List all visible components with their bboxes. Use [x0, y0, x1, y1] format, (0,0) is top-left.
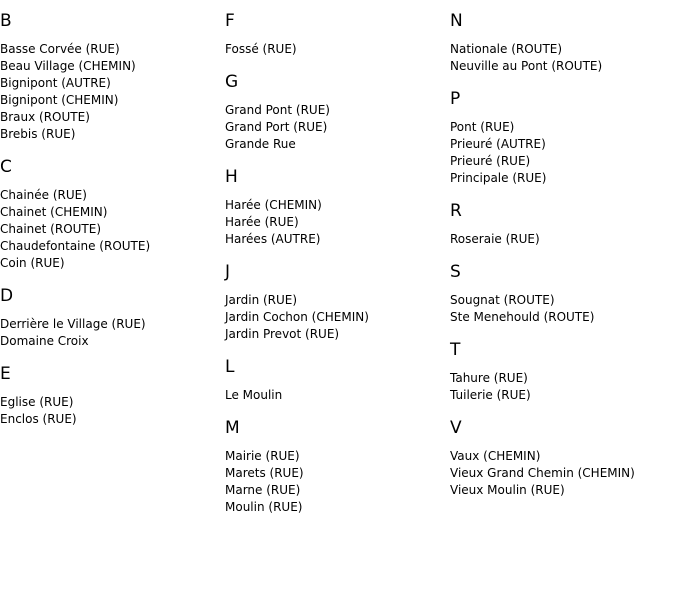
street-list [225, 387, 445, 404]
letter-group [0, 285, 220, 350]
letter-heading: V [450, 418, 462, 438]
letter-heading: H [225, 167, 238, 187]
street-list [450, 119, 670, 187]
letter-heading: S [450, 262, 461, 282]
street-item: Tuilerie (RUE) [450, 388, 531, 402]
street-list [450, 448, 670, 499]
street-item: Enclos (RUE) [0, 412, 77, 426]
street-item: Principale (RUE) [450, 171, 547, 185]
street-list [225, 102, 445, 153]
street-list [225, 41, 445, 58]
street-item: Beau Village (CHEMIN) [0, 59, 136, 73]
street-item: Ste Menehould (ROUTE) [450, 310, 595, 324]
letter-heading: M [225, 418, 240, 438]
street-item: Fossé (RUE) [225, 42, 297, 56]
street-list [225, 197, 445, 248]
letter-heading: P [450, 89, 461, 109]
street-item: Vieux Moulin (RUE) [450, 483, 565, 497]
letter-group [450, 261, 670, 326]
street-item: Harée (RUE) [225, 215, 299, 229]
street-list [450, 292, 670, 326]
letter-heading: R [450, 201, 462, 221]
street-item: Nationale (ROUTE) [450, 42, 563, 56]
letter-group [225, 71, 445, 153]
street-item: Moulin (RUE) [225, 500, 303, 514]
letter-heading: E [0, 364, 11, 384]
street-index-column [225, 10, 445, 529]
street-list [0, 187, 220, 272]
street-item: Bignipont (AUTRE) [0, 76, 111, 90]
street-list [0, 316, 220, 350]
street-item: Eglise (RUE) [0, 395, 74, 409]
letter-group [450, 200, 670, 248]
letter-heading: C [0, 157, 12, 177]
street-item: Roseraie (RUE) [450, 232, 540, 246]
letter-group [450, 10, 670, 75]
street-item: Prieuré (AUTRE) [450, 137, 546, 151]
street-item: Harées (AUTRE) [225, 232, 321, 246]
street-item: Mairie (RUE) [225, 449, 300, 463]
letter-group [450, 339, 670, 404]
letter-heading: J [225, 262, 231, 282]
street-item: Jardin Cochon (CHEMIN) [225, 310, 369, 324]
letter-group [225, 10, 445, 58]
street-list [450, 370, 670, 404]
street-list [225, 292, 445, 343]
letter-group [450, 88, 670, 187]
letter-group [0, 10, 220, 143]
letter-group [0, 363, 220, 428]
letter-group [225, 261, 445, 343]
street-item: Bignipont (CHEMIN) [0, 93, 119, 107]
street-item: Jardin (RUE) [225, 293, 298, 307]
street-item: Tahure (RUE) [450, 371, 528, 385]
street-item: Chainet (ROUTE) [0, 222, 102, 236]
letter-group [225, 166, 445, 248]
street-item: Chainet (CHEMIN) [0, 205, 108, 219]
street-item: Basse Corvée (RUE) [0, 42, 120, 56]
street-item: Grand Pont (RUE) [225, 103, 330, 117]
street-list [0, 394, 220, 428]
street-item: Chainée (RUE) [0, 188, 87, 202]
street-item: Derrière le Village (RUE) [0, 317, 146, 331]
street-item: Brebis (RUE) [0, 127, 76, 141]
street-list [0, 41, 220, 143]
street-item: Grand Port (RUE) [225, 120, 328, 134]
street-item: Marne (RUE) [225, 483, 301, 497]
street-item: Neuville au Pont (ROUTE) [450, 59, 603, 73]
street-item: Marets (RUE) [225, 466, 304, 480]
street-item: Vaux (CHEMIN) [450, 449, 541, 463]
street-item: Domaine Croix [0, 334, 89, 348]
letter-heading: B [0, 11, 12, 31]
street-item: Braux (ROUTE) [0, 110, 90, 124]
street-item: Prieuré (RUE) [450, 154, 531, 168]
letter-heading: F [225, 11, 235, 31]
street-item: Coin (RUE) [0, 256, 65, 270]
street-item: Chaudefontaine (ROUTE) [0, 239, 151, 253]
street-item: Sougnat (ROUTE) [450, 293, 555, 307]
street-list [450, 41, 670, 75]
street-item: Le Moulin [225, 388, 283, 402]
street-index-column [450, 10, 670, 512]
street-item: Pont (RUE) [450, 120, 515, 134]
letter-group [450, 417, 670, 499]
letter-heading: D [0, 286, 14, 306]
letter-heading: T [450, 340, 461, 360]
street-list [450, 231, 670, 248]
street-index-column [0, 10, 220, 441]
letter-group [225, 417, 445, 516]
street-item: Jardin Prevot (RUE) [225, 327, 340, 341]
letter-group [225, 356, 445, 404]
street-item: Grande Rue [225, 137, 296, 151]
street-list [225, 448, 445, 516]
letter-heading: G [225, 72, 239, 92]
street-item: Vieux Grand Chemin (CHEMIN) [450, 466, 635, 480]
letter-group [0, 156, 220, 272]
letter-heading: L [225, 357, 235, 377]
letter-heading: N [450, 11, 463, 31]
street-item: Harée (CHEMIN) [225, 198, 322, 212]
